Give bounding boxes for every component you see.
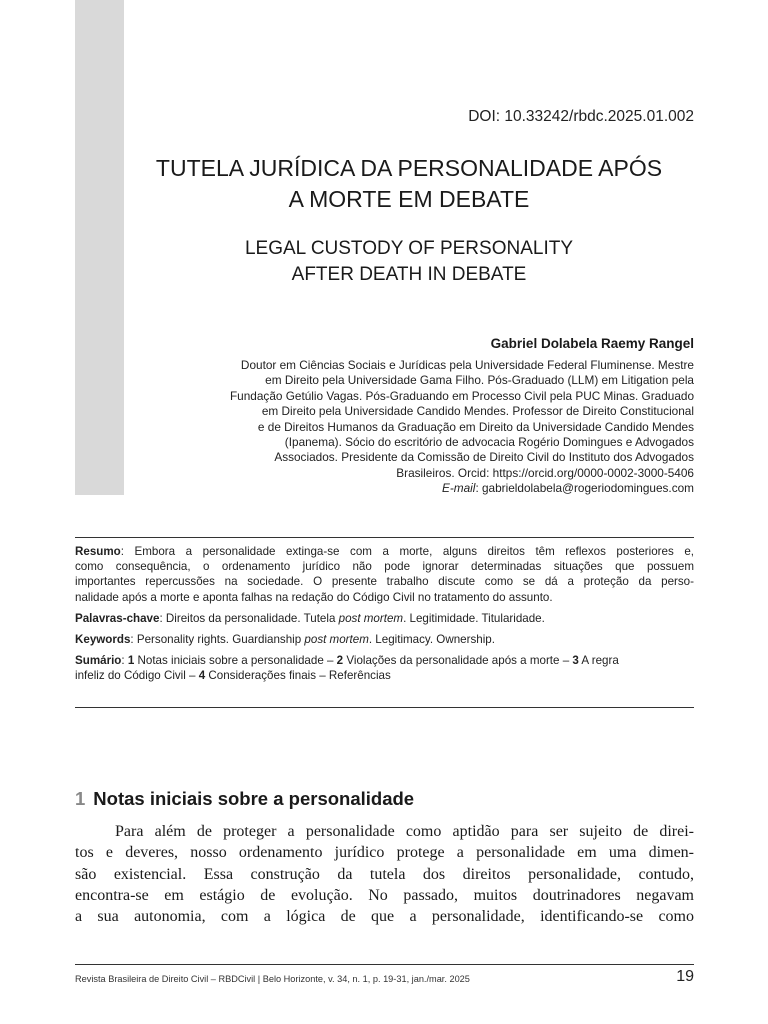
affiliation-line: em Direito pela Universidade Gama Filho. Pós-Graduado (LLM) em Litigation pela bbox=[265, 373, 694, 388]
sumario-item-number: 2 bbox=[336, 654, 344, 668]
palavras-chave-text: : Direitos da personalidade. Tutela bbox=[159, 611, 339, 625]
abstract-block bbox=[75, 544, 694, 690]
doi-identifier: DOI: 10.33242/rbdc.2025.01.002 bbox=[468, 108, 694, 125]
section-title: Notas iniciais sobre a personalidade bbox=[93, 788, 415, 809]
page-number: 19 bbox=[676, 968, 694, 985]
footer-citation: Revista Brasileira de Direito Civil – RBDCivil | Belo Horizonte, v. 34, n. 1, p. 19-31, jan./mar. 2025 bbox=[75, 974, 470, 984]
sumario-item-number: 3 bbox=[572, 654, 579, 668]
resumo-label: Resumo bbox=[75, 545, 121, 558]
keywords-paragraph bbox=[75, 632, 694, 647]
resumo-text: : Embora a personalidade extinga-se com a morte, alguns direitos têm reflexos posteriores e, bbox=[120, 545, 694, 558]
author-email[interactable]: : gabrieldolabela@rogeriodomingues.com bbox=[475, 481, 694, 496]
affiliation-line: Fundação Getúlio Vagas. Pós-Graduando em Processo Civil pela PUC Minas. Graduado bbox=[229, 388, 694, 403]
sumario-item-number: 4 bbox=[198, 669, 206, 683]
affiliation-line: Associados. Presidente da Comissão de Direito Civil do Instituto dos Advogados bbox=[274, 450, 694, 465]
sumario-item: Violações da personalidade após a morte – bbox=[343, 654, 573, 668]
abstract-bottom-rule bbox=[75, 707, 694, 708]
sumario-item-number: 1 bbox=[127, 654, 135, 668]
affiliation-line: e de Direitos Humanos da Graduação em Direito da Universidade Candido Mendes bbox=[257, 419, 694, 434]
email-label: E-mail bbox=[442, 481, 476, 496]
keywords-text: : Personality rights. Guardianship bbox=[130, 633, 305, 647]
body-line: tos e deveres, nosso ordenamento jurídico protege a personalidade em uma dimen- bbox=[75, 844, 694, 862]
section-number: 1 bbox=[75, 788, 86, 809]
article-subtitle-line-2: AFTER DEATH IN DEBATE bbox=[291, 264, 527, 285]
section-heading bbox=[75, 788, 414, 810]
sumario-item: Notas iniciais sobre a personalidade – bbox=[134, 654, 337, 668]
resumo-line: importantes repercussões na sociedade. O presente trabalho discute como se dá a proteção da perso- bbox=[75, 575, 694, 589]
affiliation-line: Brasileiros. Orcid: https://orcid.org/0000-0002-3000-5406 bbox=[396, 465, 694, 480]
affiliation-line: (Ipanema). Sócio do escritório de advocacia Rogério Domingues e Advogados bbox=[284, 435, 694, 450]
resumo-line: nalidade após a morte e aponta falhas na redação do Código Civil no tratamento do assunto. bbox=[75, 590, 553, 604]
abstract-top-rule bbox=[75, 537, 694, 538]
article-title bbox=[124, 153, 694, 215]
sumario-item: A regra bbox=[578, 654, 619, 668]
keywords-label: Keywords bbox=[75, 633, 131, 647]
article-title-line-1: TUTELA JURÍDICA DA PERSONALIDADE APÓS bbox=[155, 155, 663, 181]
palavras-chave-italic: post mortem bbox=[338, 611, 404, 625]
palavras-chave-end: . Legitimidade. Titularidade. bbox=[403, 611, 545, 625]
sumario-paragraph bbox=[75, 653, 694, 683]
resumo-paragraph bbox=[75, 544, 694, 605]
author-email-line bbox=[154, 481, 694, 496]
keywords-end: . Legitimacy. Ownership. bbox=[368, 633, 495, 647]
affiliation-line: Doutor em Ciências Sociais e Jurídicas pela Universidade Federal Fluminense. Mestre bbox=[240, 358, 694, 372]
body-line: encontra-se em estágio de evolução. No passado, muitos doutrinadores negavam bbox=[75, 886, 694, 904]
affiliation-line: em Direito pela Universidade Candido Mendes. Professor de Direito Constitucional bbox=[261, 404, 694, 419]
sumario-text: : bbox=[121, 654, 128, 668]
sumario-item: infeliz do Código Civil – bbox=[75, 669, 199, 683]
body-line: a sua autonomia, com a lógica de que a personalidade, identificando-se como bbox=[75, 908, 694, 926]
palavras-chave-label: Palavras-chave bbox=[75, 611, 160, 625]
body-line: são existencial. Essa construção da tutela dos direitos personalidade, contudo, bbox=[75, 865, 694, 883]
footer-rule bbox=[75, 964, 694, 965]
author-affiliation bbox=[154, 358, 694, 497]
article-subtitle-line-1: LEGAL CUSTODY OF PERSONALITY bbox=[244, 238, 574, 259]
palavras-chave-paragraph bbox=[75, 611, 694, 626]
author-name: Gabriel Dolabela Raemy Rangel bbox=[490, 336, 694, 351]
sumario-item: Considerações finais – Referências bbox=[205, 669, 391, 683]
body-line: Para além de proteger a personalidade como aptidão para ser sujeito de direi- bbox=[115, 823, 694, 840]
sumario-label: Sumário bbox=[75, 654, 122, 668]
article-title-line-2: A MORTE EM DEBATE bbox=[288, 186, 530, 212]
decorative-side-bar bbox=[75, 0, 124, 495]
resumo-line: como consequência, o ordenamento jurídico não pode ignorar determinadas situações que possuem bbox=[75, 560, 694, 574]
article-subtitle bbox=[124, 236, 694, 288]
keywords-italic: post mortem bbox=[304, 633, 369, 647]
body-paragraph bbox=[75, 821, 694, 927]
resumo-line bbox=[75, 544, 694, 559]
